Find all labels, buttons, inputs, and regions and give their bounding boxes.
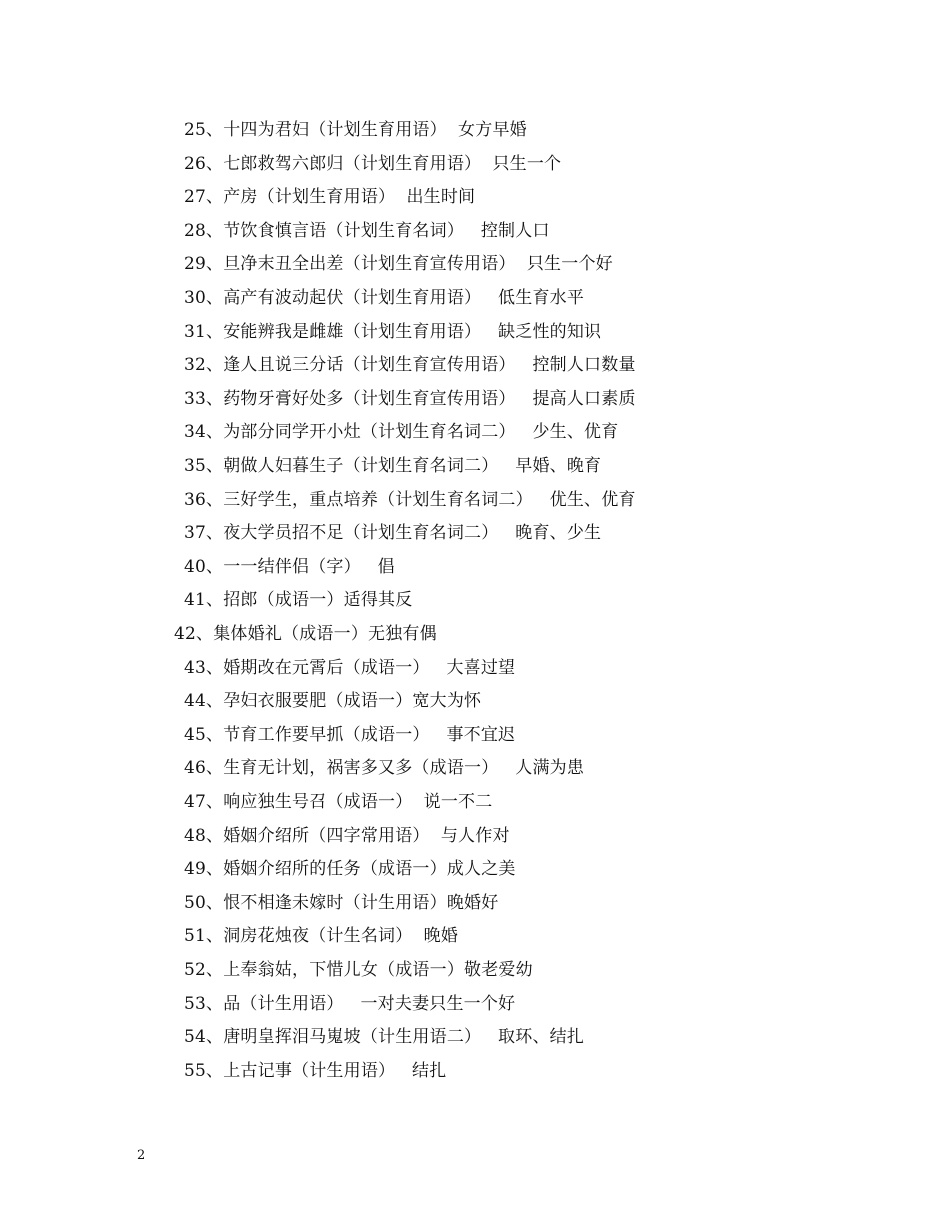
list-item: 44、孕妇衣服要肥（成语一）宽大为怀: [184, 691, 482, 712]
list-item: 28、节饮食慎言语（计划生育名词） 控制人口: [184, 220, 550, 241]
list-item: 46、生育无计划，祸害多又多（成语一） 人满为患: [184, 758, 585, 779]
list-item: 40、一一结伴侣（字） 倡: [184, 556, 395, 577]
list-item: 34、为部分同学开小灶（计划生育名词二） 少生、优育: [184, 422, 619, 443]
list-item: 42、集体婚礼（成语一）无独有偶: [174, 624, 437, 644]
page-number: 2: [137, 1148, 146, 1163]
list-item: 30、高产有波动起伏（计划生育用语） 低生育水平: [184, 288, 585, 308]
list-item: 26、七郎救驾六郎归（计划生育用语） 只生一个: [184, 153, 562, 174]
list-item: 49、婚姻介绍所的任务（成语一）成人之美: [184, 859, 516, 880]
list-item: 51、洞房花烛夜（计生名词） 晚婚: [184, 926, 459, 947]
list-item: 32、逢人且说三分话（计划生育宣传用语） 控制人口数量: [184, 355, 636, 376]
list-item: 29、旦净末丑全出差（计划生育宣传用语） 只生一个好: [184, 254, 613, 275]
list-item: 54、唐明皇挥泪马嵬坡（计生用语二） 取环、结扎: [184, 1027, 585, 1048]
list-item: 37、夜大学员招不足（计划生育名词二） 晚育、少生: [184, 523, 602, 544]
list-item: 36、三好学生，重点培养（计划生育名词二） 优生、优育: [184, 489, 636, 510]
list-item: 27、产房（计划生育用语） 出生时间: [184, 187, 476, 208]
list-item: 50、恨不相逢未嫁时（计生用语）晚婚好: [184, 892, 499, 913]
list-item: 25、十四为君妇（计划生育用语） 女方早婚: [184, 120, 527, 140]
list-item: 31、安能辨我是雌雄（计划生育用语） 缺乏性的知识: [184, 321, 602, 342]
list-item: 41、招郎（成语一）适得其反: [184, 590, 413, 611]
list-item: 52、上奉翁姑，下惜儿女（成语一）敬老爱幼: [184, 960, 533, 980]
list-item: 53、品（计生用语） 一对夫妻只生一个好: [184, 993, 516, 1014]
list-item: 35、朝做人妇暮生子（计划生育名词二） 早婚、晚育: [184, 456, 602, 476]
list-item: 55、上古记事（计生用语） 结扎: [184, 1060, 447, 1081]
list-item: 45、节育工作要早抓（成语一） 事不宜迟: [184, 724, 516, 745]
list-item: 33、药物牙膏好处多（计划生育宣传用语） 提高人口素质: [184, 388, 636, 409]
list-item: 47、响应独生号召（成语一） 说一不二: [184, 792, 493, 812]
list-item: 43、婚期改在元霄后（成语一） 大喜过望: [184, 657, 516, 678]
list-item: 48、婚姻介绍所（四字常用语） 与人作对: [184, 825, 510, 846]
